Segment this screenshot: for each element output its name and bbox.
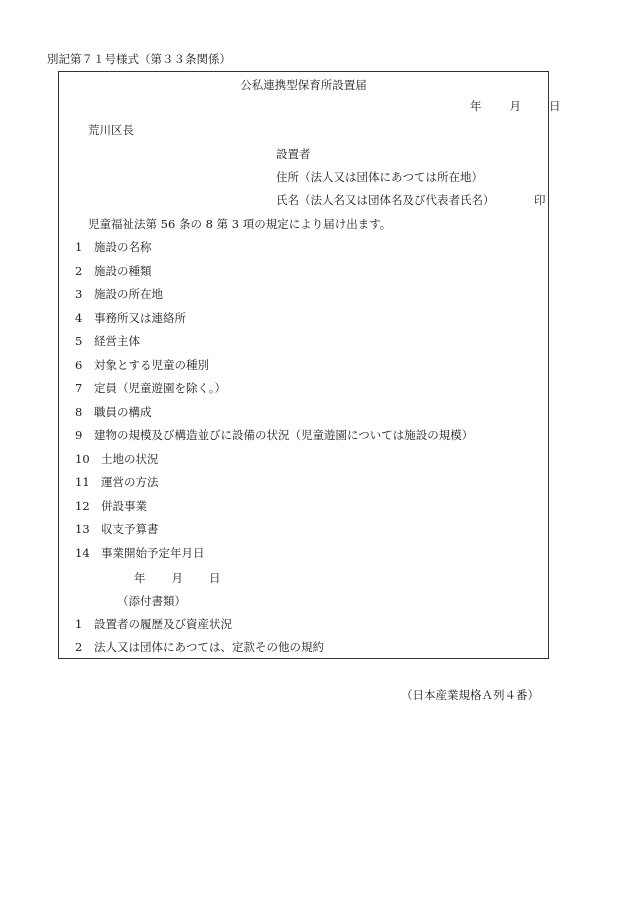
list-item	[75, 545, 205, 560]
attachments-heading: （添付書類）	[117, 594, 186, 608]
start-month-label: 月	[171, 571, 183, 585]
item-text: 施設の種類	[94, 263, 152, 278]
seal-label: 印	[534, 193, 546, 207]
item-number: 14	[75, 545, 90, 560]
date-month-label: 月	[509, 99, 521, 113]
list-item	[75, 404, 152, 419]
item-number: 8	[75, 404, 83, 419]
item-text: 事務所又は連絡所	[94, 310, 186, 325]
item-text: 職員の構成	[94, 404, 152, 419]
list-item	[75, 383, 226, 395]
start-date-fields	[134, 573, 221, 585]
list-item	[75, 451, 159, 466]
item-text: 対象とする児童の種別	[94, 357, 209, 372]
attachment-number: 1	[75, 617, 83, 631]
list-item	[75, 263, 152, 278]
list-item	[75, 357, 209, 372]
applicant-label: 設置者	[276, 147, 311, 161]
list-item	[75, 477, 159, 489]
attachment-text: 法人又は団体にあつては、定款その他の規約	[94, 640, 324, 654]
item-number: 2	[75, 263, 83, 278]
list-item	[75, 524, 159, 536]
addressee: 荒川区長	[88, 123, 134, 137]
list-item	[75, 498, 147, 513]
item-number: 4	[75, 310, 83, 325]
form-number-note: 別記第７１号様式（第３３条関係）	[47, 52, 231, 66]
start-day-label: 日	[209, 571, 221, 585]
list-item	[75, 430, 473, 442]
item-text: 建物の規模及び構造並びに設備の状況（児童遊園については施設の規模）	[94, 428, 474, 442]
item-text: 併設事業	[101, 498, 147, 513]
item-number: 7	[75, 381, 83, 395]
list-item	[75, 336, 140, 348]
form-title: 公私連携型保育所設置届	[240, 78, 367, 92]
date-year-label: 年	[470, 99, 482, 113]
item-number: 6	[75, 357, 83, 372]
item-text: 運営の方法	[101, 475, 159, 489]
item-number: 13	[75, 522, 90, 536]
item-number: 3	[75, 287, 83, 301]
item-number: 12	[75, 498, 90, 513]
item-text: 経営主体	[94, 334, 140, 348]
item-text: 施設の名称	[94, 240, 152, 254]
item-number: 11	[75, 475, 90, 489]
list-item	[75, 289, 163, 301]
start-year-label: 年	[134, 571, 146, 585]
item-text: 収支予算書	[101, 522, 159, 536]
item-number: 1	[75, 240, 83, 254]
name-label: 氏名（法人名又は団体名及び代表者氏名）	[276, 193, 495, 207]
paper-size-note: （日本産業規格Ａ列４番）	[401, 688, 539, 702]
item-number: 9	[75, 428, 83, 442]
statement: 児童福祉法第 56 条の 8 第 3 項の規定により届け出ます。	[88, 217, 392, 231]
address-label: 住所（法人又は団体にあつては所在地）	[276, 170, 483, 184]
item-number: 10	[75, 451, 90, 466]
item-number: 5	[75, 334, 83, 348]
item-text: 事業開始予定年月日	[101, 545, 205, 560]
item-text: 土地の状況	[101, 451, 159, 466]
date-day-label: 日	[549, 99, 561, 113]
item-text: 施設の所在地	[94, 287, 163, 301]
date-fields	[470, 101, 561, 113]
list-item	[75, 242, 152, 254]
item-text: 定員（児童遊園を除く。）	[94, 381, 227, 395]
attachment-number: 2	[75, 640, 83, 654]
list-item	[75, 310, 186, 325]
attachment-item	[75, 619, 232, 631]
attachment-item	[75, 642, 324, 654]
attachment-text: 設置者の履歴及び資産状況	[94, 617, 232, 631]
